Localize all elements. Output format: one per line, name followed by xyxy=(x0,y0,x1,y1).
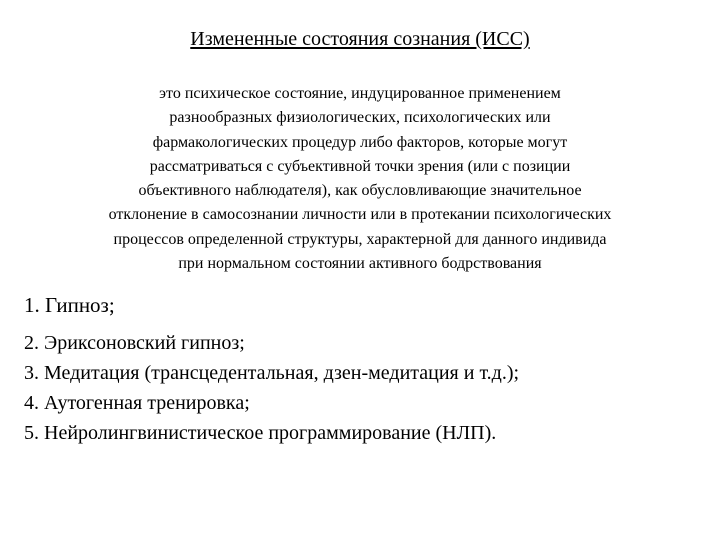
list-item-hypnosis: 1. Гипноз; xyxy=(24,293,115,317)
definition-line: отклонение в самосознании личности или в протекании психологических xyxy=(108,206,612,224)
slide-title: Измененные состояния сознания (ИСС) xyxy=(190,28,530,50)
list-item-ericksonian-hypnosis: 2. Эриксоновский гипноз; xyxy=(24,332,245,354)
definition-line: при нормальном состоянии активного бодрствования xyxy=(178,255,542,273)
list-item-autogenic-training: 4. Аутогенная тренировка; xyxy=(24,392,250,414)
definition-line: это психическое состояние, индуцированное применением xyxy=(159,85,561,102)
list-item-meditation: 3. Медитация (трансцедентальная, дзен-медитация и т.д.); xyxy=(24,362,520,384)
definition-paragraph xyxy=(30,82,690,276)
definition-line: рассматриваться с субъективной точки зрения (или с позиции xyxy=(149,157,571,175)
definition-line: фармакологических процедур либо факторов, которые могут xyxy=(152,133,568,151)
list-item-nlp: 5. Нейролингвинистическое программирование (НЛП). xyxy=(24,422,497,444)
methods-list xyxy=(24,290,704,448)
definition-line: объективного наблюдателя), как обусловливающие значительное xyxy=(138,182,582,200)
definition-line: процессов определенной структуры, характерной для данного индивида xyxy=(113,230,607,248)
definition-line: разнообразных физиологических, психологических или xyxy=(169,109,551,127)
